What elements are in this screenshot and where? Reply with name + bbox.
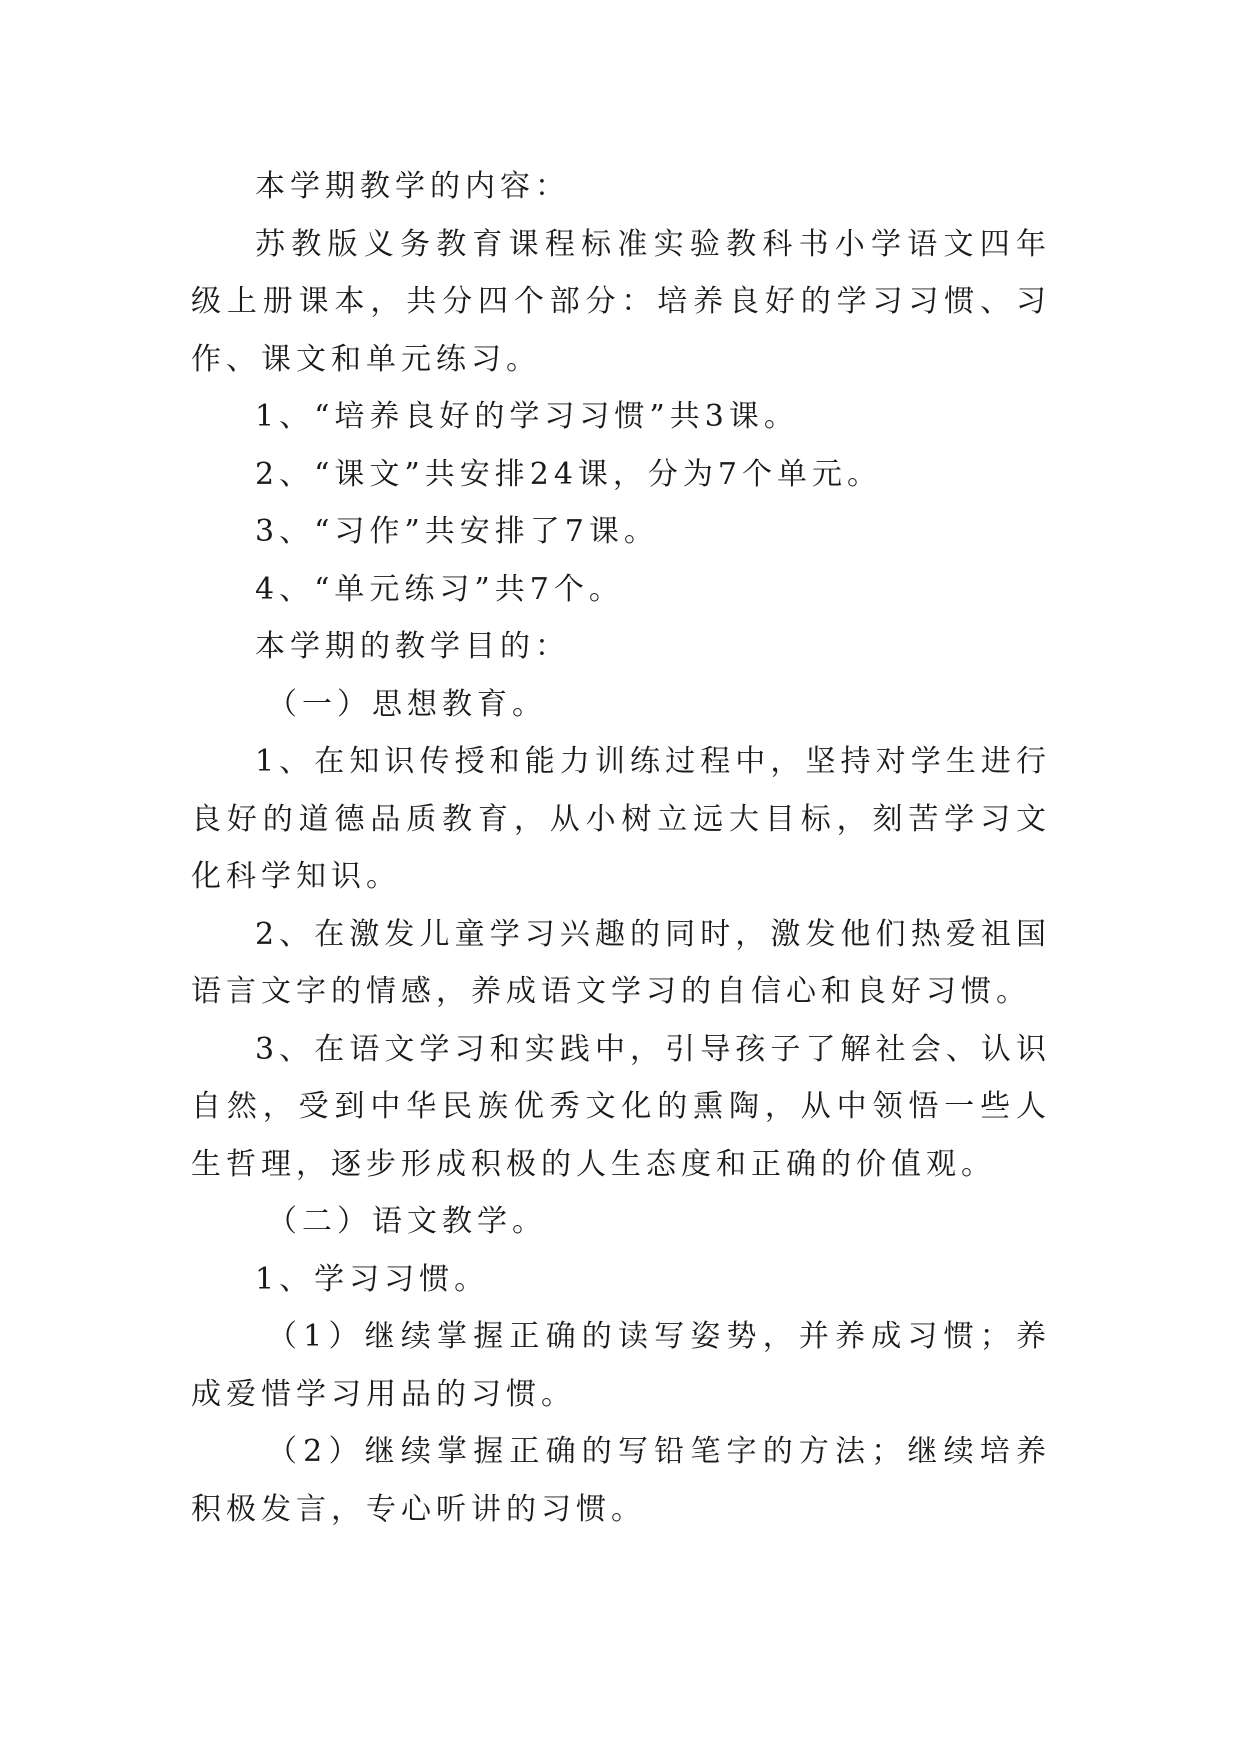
section-heading-ideology: （一）思想教育。 <box>267 686 547 722</box>
paragraph-item-2: 2、“课文”共安排24课，分为7个单元。 <box>255 456 883 492</box>
paragraph-goals-heading: 本学期的教学目的： <box>255 629 570 664</box>
paragraph-textbook-intro: 苏教版义务教育课程标准实验教科书小学语文四年级上册课本，共分四个部分：培养良好的学习习惯、习作、课文和单元练习。 <box>191 226 1051 377</box>
paragraph-habit-1: （1）继续掌握正确的读写姿势，并养成习惯；养成爱惜学习用品的习惯。 <box>191 1319 1051 1412</box>
paragraph-study-habits: 1、学习习惯。 <box>255 1261 490 1297</box>
document-body <box>191 158 1051 1538</box>
paragraph-ideology-2: 2、在激发儿童学习兴趣的同时，激发他们热爱祖国语言文字的情感，养成语文学习的自信心和良好习惯。 <box>191 916 1051 1009</box>
paragraph-item-4: 4、“单元练习”共7个。 <box>255 571 624 607</box>
section-heading-chinese-teaching: （二）语文教学。 <box>267 1204 547 1239</box>
paragraph-item-1: 1、“培养良好的学习习惯”共3课。 <box>255 399 799 434</box>
paragraph-ideology-3: 3、在语文学习和实践中，引导孩子了解社会、认识自然，受到中华民族优秀文化的熏陶，从中领悟一些人生哲理，逐步形成积极的人生态度和正确的价值观。 <box>191 1031 1051 1182</box>
paragraph-habit-2: （2）继续掌握正确的写铅笔字的方法；继续培养积极发言，专心听讲的习惯。 <box>191 1434 1051 1527</box>
paragraph-ideology-1: 1、在知识传授和能力训练过程中，坚持对学生进行良好的道德品质教育，从小树立远大目标，刻苦学习文化科学知识。 <box>191 744 1051 894</box>
paragraph-item-3: 3、“习作”共安排了7课。 <box>255 514 659 549</box>
paragraph-content-heading: 本学期教学的内容： <box>255 169 570 204</box>
